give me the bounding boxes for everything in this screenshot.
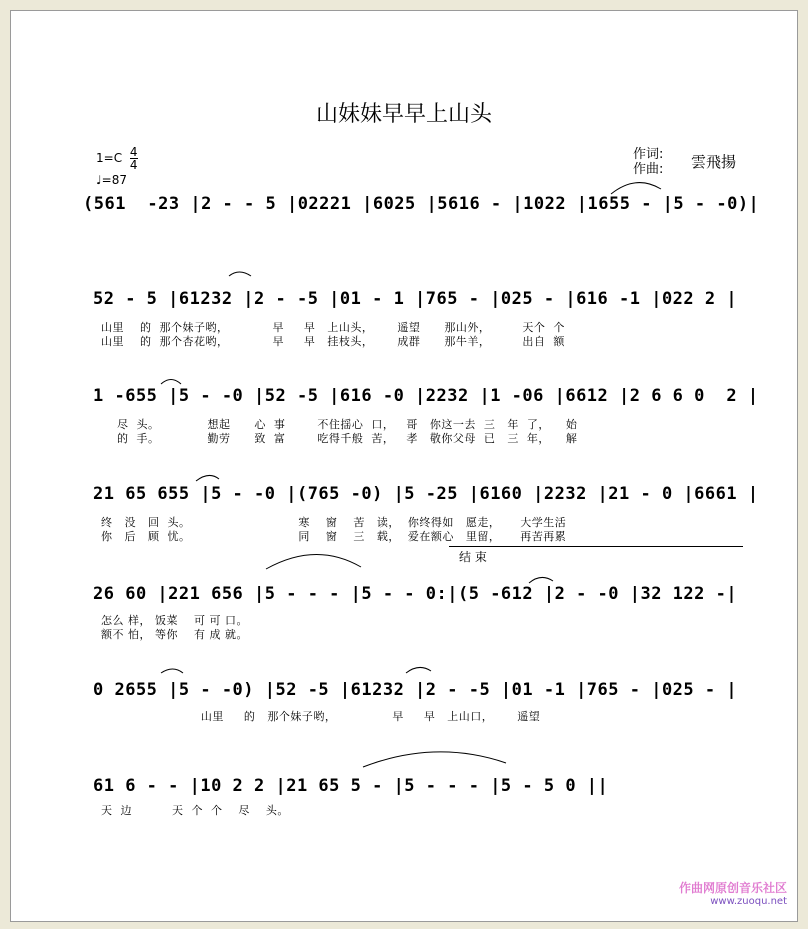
notes-line: (561 -23 |2 - - 5 |02221 |6025 |5616 - |1022 |1655 - |5 - -0)| [83, 194, 760, 214]
score-sheet [10, 10, 798, 922]
notes-line: 52 - 5 |61232 |2 - -5 |01 - 1 |765 - |025 - |616 -1 |022 2 | [93, 289, 738, 309]
slur [611, 183, 661, 194]
tempo-mark: ♩=87 [96, 173, 127, 187]
slur [406, 667, 431, 673]
slur [196, 475, 219, 481]
slur [161, 380, 181, 385]
slur [161, 669, 183, 673]
lyrics-line: 你 后 顾 忧。 同 窗 三 载， 爱在额心 里留， 再苦再累 [101, 530, 567, 543]
credits-sep-1: : [659, 147, 664, 162]
lyrics-line: 尽 头。 想起 心 事 不住揺心 口， 哥 你这一去 三 年 了， 始 [101, 418, 578, 431]
author-name: 雲飛揚 [691, 153, 737, 171]
lyrics-line: 山里 的 那个杏花哟， 早 早 挂枝头， 成群 那牛羊， 出自 额 [101, 335, 565, 348]
watermark-url: www.zuoqu.net [710, 896, 787, 907]
lyrics-line: 额不 怕， 等你 有 成 就。 [101, 628, 248, 641]
notes-line: 61 6 - - |10 2 2 |21 65 5 - |5 - - - |5 - 5 0 || [93, 776, 609, 796]
lyrics-line: 山里 的 那个妹子哟， 早 早 上山口， 遥望 [101, 710, 541, 723]
slurs-layer [11, 11, 799, 923]
slur [266, 554, 361, 569]
slur [529, 577, 553, 583]
watermark [679, 879, 787, 907]
credits-sep-2: : [659, 162, 664, 177]
lyrics-line: 怎么 样， 饭菜 可 可 口。 [101, 614, 248, 627]
slur [229, 272, 251, 276]
ending-mark: 结 束 [459, 550, 487, 564]
lyrics-line: 山里 的 那个妹子哟， 早 早 上山头， 遥望 那山外， 天个 个 [101, 321, 565, 334]
time-sig-top: 4 [129, 145, 138, 159]
notes-line: 26 60 |221 656 |5 - - - |5 - - 0:|(5 -612 |2 - -0 |32 122 -| [93, 584, 738, 604]
lyricist-label: 作词 [633, 147, 660, 162]
key-label: 1=C [96, 151, 123, 165]
time-sig-bottom: 4 [129, 158, 138, 172]
lyrics-line: 天 边 天 个 个 尽 头。 [101, 804, 289, 817]
lyrics-line: 的 手。 勤劳 致 富 吃得千般 苦， 孝 敬你父母 已 三 年， 解 [101, 432, 578, 445]
lyrics-line: 终 没 回 头。 寒 窗 苦 读， 你终得如 愿走， 大学生活 [101, 516, 567, 529]
song-title: 山妹妹早早上山头 [315, 102, 492, 127]
watermark-title: 作曲网原创音乐社区 [678, 881, 787, 895]
notes-line: 0 2655 |5 - -0) |52 -5 |61232 |2 - -5 |01 -1 |765 - |025 - | [93, 680, 738, 700]
composer-label: 作曲 [633, 162, 660, 177]
notes-line: 21 65 655 |5 - -0 |(765 -0) |5 -25 |6160 |2232 |21 - 0 |6661 | [93, 484, 759, 504]
slur [363, 752, 506, 767]
notes-line: 1 -655 |5 - -0 |52 -5 |616 -0 |2232 |1 -06 |6612 |2 6 6 0 2 | [93, 386, 759, 406]
